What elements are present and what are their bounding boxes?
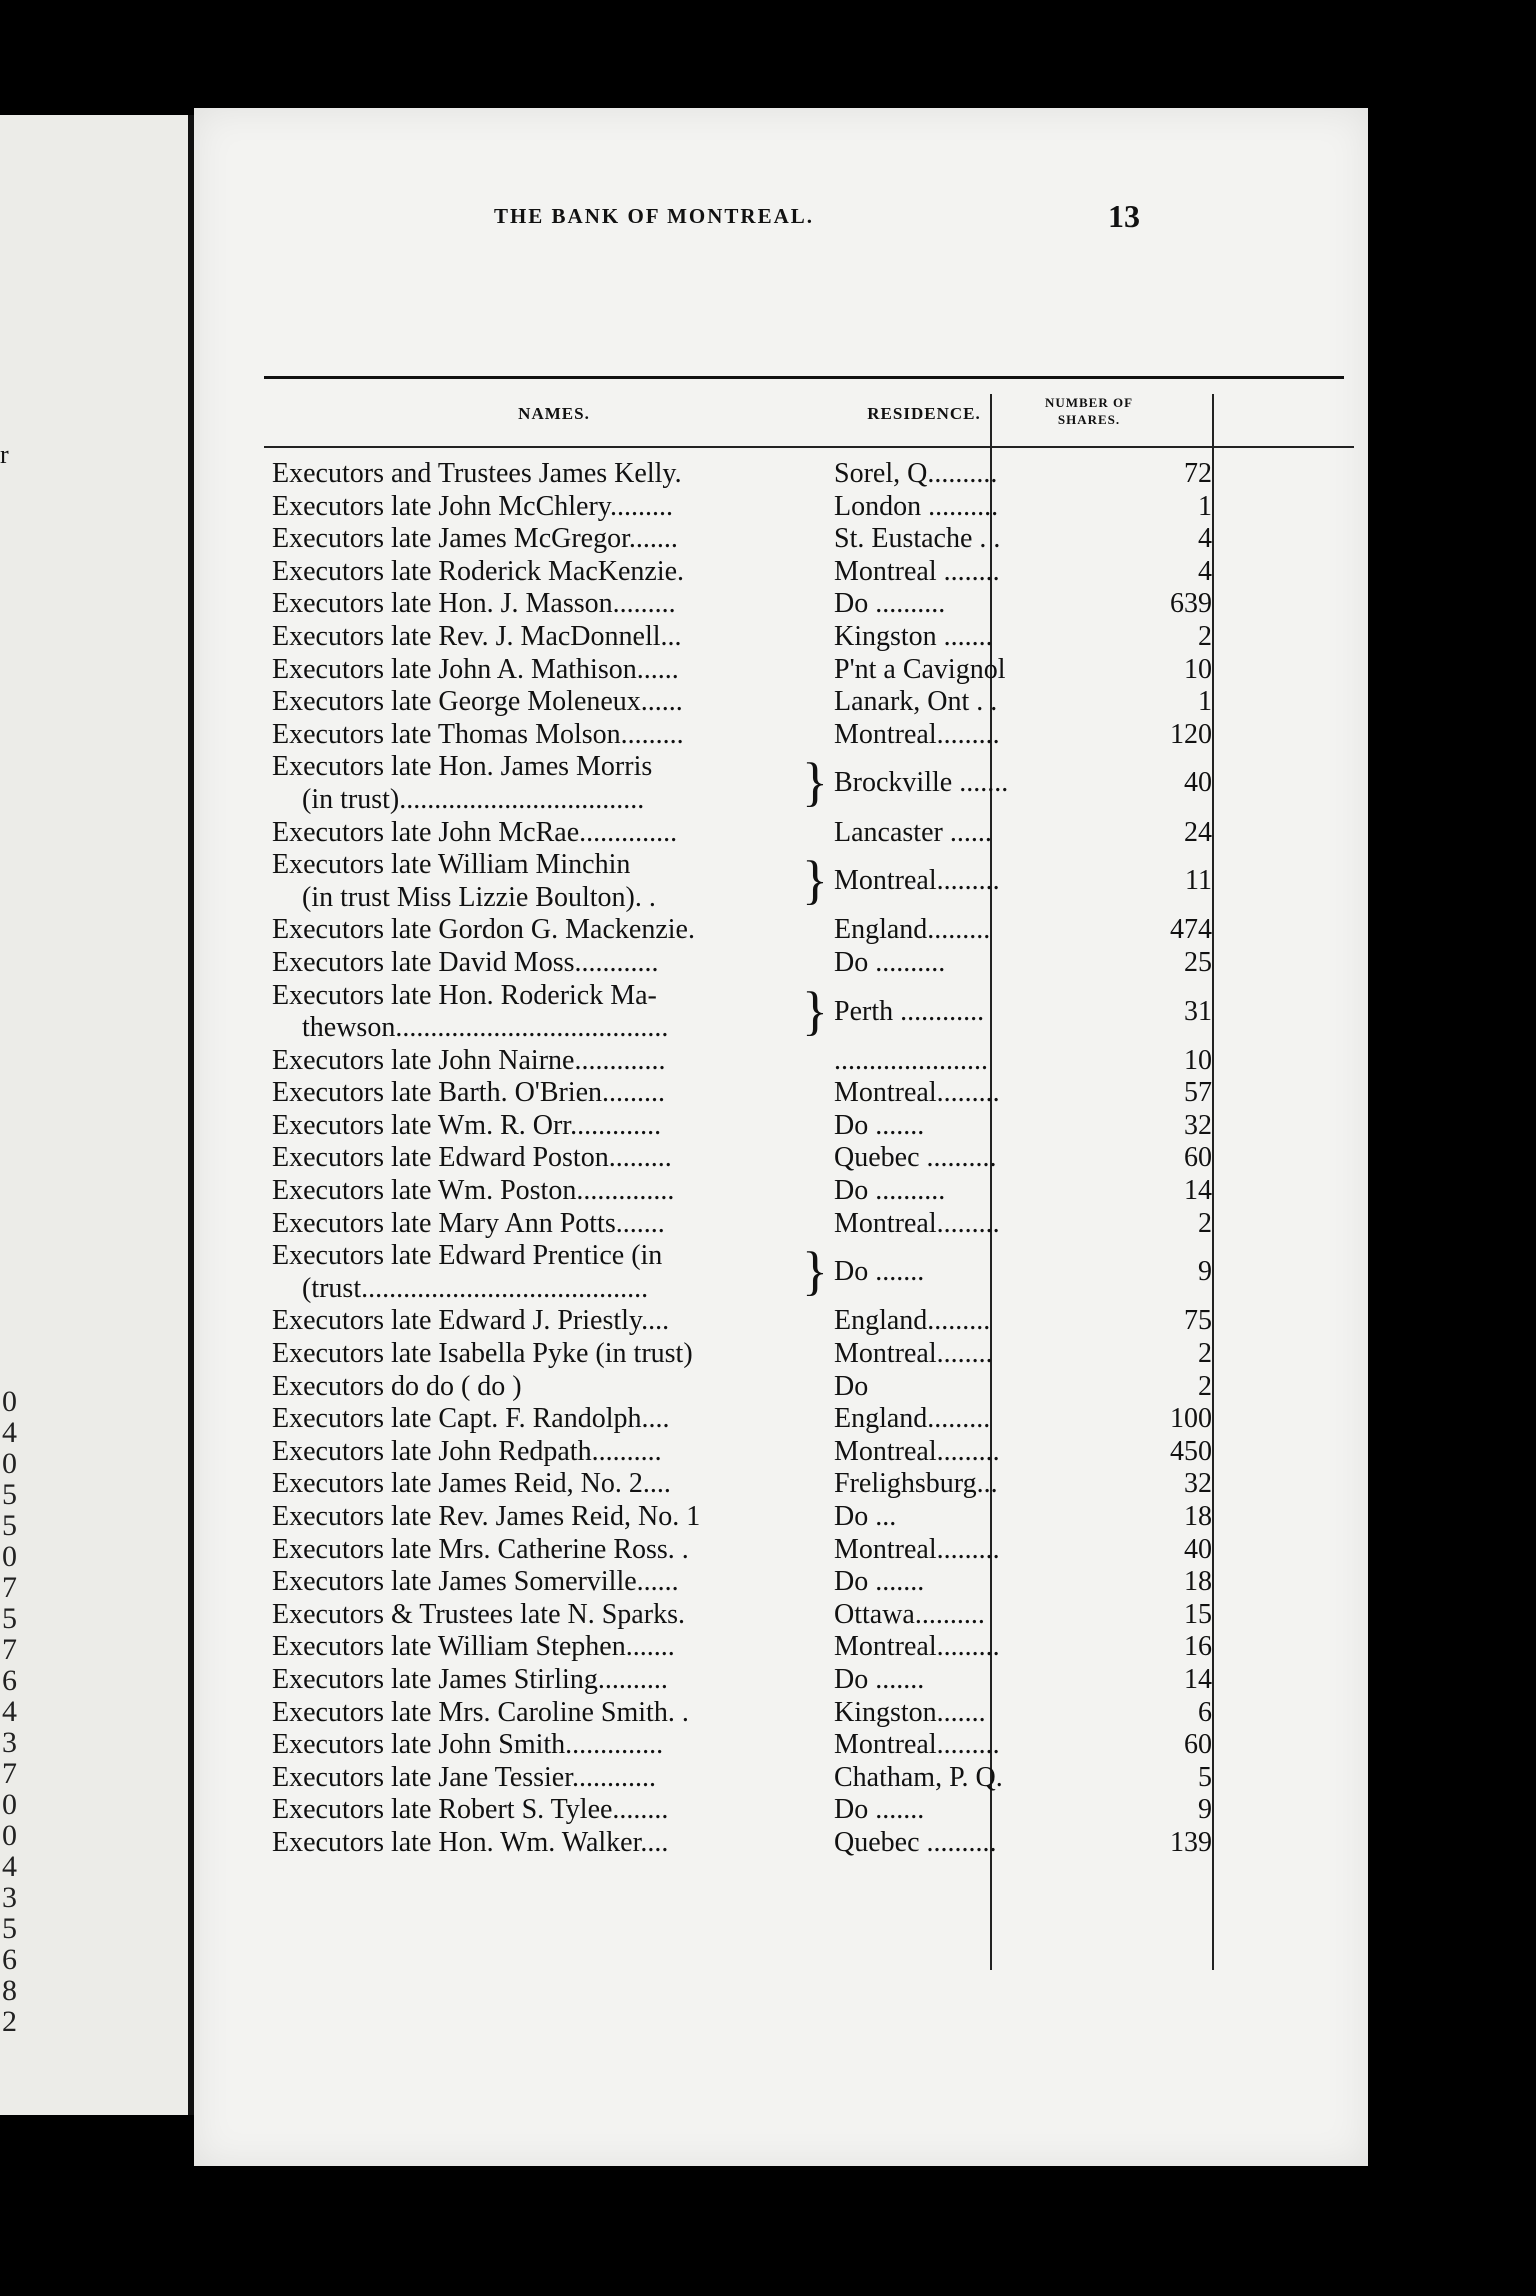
table-row [272,1142,1372,1175]
residence: England......... [834,1403,991,1435]
residence: Kingston ....... [834,620,993,652]
table-row [272,1599,1372,1632]
shareholder-name-line1: Executors late Rev. James Reid, No. 1 [272,1501,701,1532]
residence: St. Eustache . . [834,523,1001,555]
shareholder-name [272,1468,792,1501]
residence: London .......... [834,490,999,522]
previous-page-edge [0,115,192,2115]
residence: Do ....... [834,1794,925,1826]
shareholder-name-line2: (in trust Miss Lizzie Boulton). . [302,881,656,913]
shareholder-name [272,1208,792,1241]
table-row [272,654,1372,687]
residence: Montreal......... [834,1207,1000,1239]
column-header-residence: RESIDENCE. [867,404,981,423]
residence: Do [834,1370,869,1402]
shareholder-name [272,1436,792,1469]
residence: Montreal......... [834,1435,1000,1467]
shareholder-name-line1: Executors late James Reid, No. 2.... [272,1468,671,1500]
previous-page-digit: 0 [2,1540,17,1573]
number-of-shares: 100 [1170,1403,1212,1435]
table-row [272,947,1372,980]
number-of-shares: 72 [1184,458,1212,489]
shareholder-name [272,1794,792,1827]
number-of-shares: 450 [1170,1435,1212,1467]
shareholder-name-line1: Executors late John A. Mathison...... [272,653,679,685]
shareholder-name-line1: Executors late Rev. J. MacDonnell... [272,620,682,652]
table-row [272,1240,1372,1305]
shareholder-name [272,523,792,556]
shareholder-name [272,1305,792,1338]
number-of-shares: 2 [1198,1207,1212,1239]
number-of-shares: 15 [1184,1598,1212,1630]
table-row [272,1208,1372,1241]
column-header-names: NAMES. [518,404,590,423]
shareholder-name-line1: Executors late Hon. Roderick Ma- [272,979,657,1011]
brace-glyph: } [802,1241,828,1302]
number-of-shares: 25 [1184,946,1212,978]
shareholder-name [272,1142,792,1175]
number-of-shares: 14 [1184,1175,1212,1207]
number-of-shares: 18 [1184,1566,1212,1598]
table-row [272,1436,1372,1469]
number-of-shares: 16 [1184,1631,1212,1663]
shareholder-name [272,458,792,491]
residence: ...................... [834,1044,988,1076]
previous-page-digit: 0 [2,1819,17,1852]
number-of-shares: 57 [1184,1077,1212,1109]
shareholder-name [272,1697,792,1730]
previous-page-digit: 4 [2,1695,17,1728]
shareholder-name-line1: Executors late Mrs. Catherine Ross. . [272,1533,689,1565]
previous-page-digit: 5 [2,1602,17,1635]
residence: Montreal......... [834,1533,1000,1565]
shareholder-name [272,621,792,654]
previous-page-digit: 8 [2,1974,17,2007]
number-of-shares: 120 [1170,718,1212,750]
residence: Do ....... [834,1256,925,1288]
number-of-shares: 2 [1198,1338,1212,1370]
previous-page-margin-mark: r [0,440,9,469]
previous-page-digit: 7 [2,1633,17,1666]
shareholder-name [272,1664,792,1697]
shareholder-name [272,849,792,914]
table-row [272,1305,1372,1338]
shareholder-name-line1: Executors late Edward J. Priestly.... [272,1305,670,1337]
residence: Do ....... [834,1566,925,1598]
shareholder-name-line1: Executors late Wm. Poston.............. [272,1175,675,1207]
shareholder-name-line1: Executors late Edward Prentice (in [272,1240,663,1272]
residence: Montreal......... [834,718,1000,750]
number-of-shares: 5 [1198,1761,1212,1793]
shareholder-name-line1: Executors late John McChlery......... [272,490,673,522]
shareholder-name-line1: Executors late Robert S. Tylee........ [272,1794,669,1826]
shareholder-name [272,751,792,816]
shareholder-name [272,980,792,1045]
shareholder-name-line1: Executors late Thomas Molson......... [272,718,684,750]
residence: Montreal......... [834,1077,1000,1109]
number-of-shares: 24 [1184,816,1212,848]
residence: Do ....... [834,1663,925,1695]
number-of-shares: 9 [1198,1256,1212,1288]
shareholder-name-line1: Executors & Trustees late N. Sparks. [272,1598,685,1630]
number-of-shares: 40 [1184,767,1212,799]
residence: Chatham, P. Q. [834,1761,1003,1793]
shareholder-name-line1: Executors late Roderick MacKenzie. [272,555,685,587]
shareholder-name [272,1338,792,1371]
previous-page-digit: 7 [2,1757,17,1790]
table-row [272,817,1372,850]
table-area [194,108,1368,2166]
shareholder-rows [272,458,1372,1860]
residence: Montreal......... [834,1631,1000,1663]
residence: Brockville ....... [834,767,1009,799]
shareholder-name [272,1110,792,1143]
table-row [272,1794,1372,1827]
shareholder-name [272,491,792,524]
brace-glyph: } [802,850,828,911]
shareholder-name [272,1403,792,1436]
table-row [272,849,1372,914]
number-of-shares: 4 [1198,555,1212,587]
previous-page-digit: 6 [2,1664,17,1697]
page-number: 13 [1108,198,1140,234]
previous-page-digit: 0 [2,1385,17,1418]
shareholder-name-line1: Executors late Hon. Wm. Walker.... [272,1826,669,1858]
shareholder-name-line1: Executors late William Minchin [272,849,631,881]
number-of-shares: 32 [1184,1109,1212,1141]
table-row [272,914,1372,947]
table-row [272,556,1372,589]
table-row [272,1631,1372,1664]
table-row [272,1664,1372,1697]
table-row [272,719,1372,752]
table-row [272,1110,1372,1143]
shareholder-name [272,719,792,752]
table-row [272,1566,1372,1599]
shareholder-name [272,556,792,589]
shareholder-name [272,1762,792,1795]
number-of-shares: 4 [1198,523,1212,555]
table-row [272,1468,1372,1501]
previous-page-digit: 3 [2,1881,17,1914]
table-row [272,1697,1372,1730]
table-row [272,686,1372,719]
table-row [272,1827,1372,1860]
shareholder-name [272,686,792,719]
shareholder-name-line1: Executors late Wm. R. Orr............. [272,1109,662,1141]
shareholder-name-line1: Executors do do ( do ) [272,1370,522,1402]
shareholder-name-line1: Executors and Trustees James Kelly. [272,458,682,489]
shareholder-name-line1: Executors late Isabella Pyke (in trust) [272,1338,693,1370]
residence: Do ....... [834,1109,925,1141]
shareholder-name [272,654,792,687]
residence: Do ... [834,1501,897,1532]
previous-page-digit: 3 [2,1726,17,1759]
table-row [272,1762,1372,1795]
number-of-shares: 14 [1184,1663,1212,1695]
shareholder-name-line1: Executors late John Redpath.......... [272,1435,662,1467]
shareholder-name [272,1534,792,1567]
number-of-shares: 31 [1184,995,1212,1027]
residence: Perth ............ [834,995,985,1027]
shareholder-name-line1: Executors late John Smith.............. [272,1729,664,1761]
table-row [272,1403,1372,1436]
number-of-shares: 9 [1198,1794,1212,1826]
table-row [272,621,1372,654]
shareholder-name-line1: Executors late Hon. James Morris [272,751,653,783]
shareholder-name-line1: Executors late Mrs. Caroline Smith. . [272,1696,689,1728]
shareholder-name-line1: Executors late William Stephen....... [272,1631,675,1663]
shareholder-name [272,1566,792,1599]
number-of-shares: 139 [1170,1826,1212,1858]
residence: Do .......... [834,1175,946,1207]
number-of-shares: 1 [1198,686,1212,718]
shareholder-name [272,947,792,980]
table-row [272,751,1372,816]
table-row [272,1501,1372,1534]
residence: Montreal......... [834,865,1000,897]
table-row [272,523,1372,556]
previous-page-digit: 2 [2,2005,17,2038]
shareholder-name [272,1371,792,1404]
number-of-shares: 1 [1198,490,1212,522]
shareholder-name [272,1501,792,1534]
column-header-shares-line2: SHARES. [1057,412,1121,427]
residence: Lancaster ...... [834,816,992,848]
residence: Do .......... [834,946,946,978]
number-of-shares: 18 [1184,1501,1212,1532]
shareholder-name-line2: thewson....................................... [302,1012,669,1044]
shareholder-name [272,1045,792,1078]
shareholder-name-line1: Executors late Capt. F. Randolph.... [272,1403,670,1435]
shareholder-name-line1: Executors late David Moss............ [272,946,659,978]
shareholder-name [272,1240,792,1305]
residence: England......... [834,914,991,946]
previous-page-digit: 0 [2,1788,17,1821]
residence: Quebec .......... [834,1142,997,1174]
shareholder-name-line1: Executors late Barth. O'Brien......... [272,1077,666,1109]
table-row [272,1371,1372,1404]
residence: Kingston....... [834,1696,986,1728]
table-top-rule [264,376,1344,379]
table-row [272,1077,1372,1110]
table-row [272,1534,1372,1567]
previous-page-digit: 4 [2,1416,17,1449]
shareholder-name-line2: (trust......................................... [302,1272,649,1304]
residence: Montreal ........ [834,555,1000,587]
running-title: THE BANK OF MONTREAL. [493,204,815,228]
shareholder-name-line1: Executors late Mary Ann Potts....... [272,1207,665,1239]
table-row [272,980,1372,1045]
residence: England......... [834,1305,991,1337]
shareholder-name [272,1827,792,1860]
previous-page-digit: 7 [2,1571,17,1604]
shareholder-name [272,1077,792,1110]
number-of-shares: 10 [1184,1044,1212,1076]
table-header-rule [264,446,1354,448]
number-of-shares: 2 [1198,1370,1212,1402]
column-header-shares-line1: NUMBER OF [1044,395,1134,410]
shareholder-name-line2: (in trust)................................... [302,783,645,815]
shareholder-name [272,1631,792,1664]
table-row [272,1045,1372,1078]
shareholder-name [272,914,792,947]
previous-page-digit: 5 [2,1478,17,1511]
residence: Lanark, Ont . . [834,686,998,718]
shareholder-name-line1: Executors late Hon. J. Masson......... [272,588,676,620]
number-of-shares: 6 [1198,1696,1212,1728]
shareholder-name-line1: Executors late George Moleneux...... [272,686,683,718]
number-of-shares: 10 [1184,653,1212,685]
brace-glyph: } [802,980,828,1041]
previous-page-digit: 6 [2,1943,17,1976]
previous-page-digit: 5 [2,1509,17,1542]
table-row [272,491,1372,524]
shareholder-name [272,1175,792,1208]
shareholder-name-line1: Executors late James Somerville...... [272,1566,679,1598]
shareholder-name [272,1729,792,1762]
brace-glyph: } [802,752,828,813]
number-of-shares: 474 [1170,914,1212,946]
number-of-shares: 75 [1184,1305,1212,1337]
residence: Montreal......... [834,1729,1000,1761]
shareholder-name-line1: Executors late John Nairne............. [272,1044,666,1076]
previous-page-digit: 5 [2,1912,17,1945]
number-of-shares: 60 [1184,1729,1212,1761]
previous-page-digit: 4 [2,1850,17,1883]
residence: Do .......... [834,588,946,620]
table-row [272,1729,1372,1762]
number-of-shares: 40 [1184,1533,1212,1565]
table-row [272,1175,1372,1208]
shareholder-name-line1: Executors late John McRae.............. [272,816,678,848]
residence: Frelighsburg... [834,1468,998,1500]
shareholder-name-line1: Executors late Jane Tessier............ [272,1761,656,1793]
shareholder-name [272,817,792,850]
number-of-shares: 11 [1185,865,1212,897]
previous-page-digit: 0 [2,1447,17,1480]
shareholder-name-line1: Executors late Edward Poston......... [272,1142,672,1174]
column-header-shares [1024,394,1154,428]
shareholder-name [272,1599,792,1632]
residence: Sorel, Q.......... [834,458,998,489]
residence: Quebec .......... [834,1826,997,1858]
number-of-shares: 2 [1198,620,1212,652]
table-row [272,588,1372,621]
residence: Montreal........ [834,1338,993,1370]
shareholder-name-line1: Executors late James Stirling.......... [272,1663,668,1695]
shareholder-name-line1: Executors late Gordon G. Mackenzie. [272,914,695,946]
table-row [272,458,1372,491]
residence: Ottawa.......... [834,1598,985,1630]
number-of-shares: 639 [1170,588,1212,620]
shareholder-name [272,588,792,621]
number-of-shares: 60 [1184,1142,1212,1174]
number-of-shares: 32 [1184,1468,1212,1500]
residence: P'nt a Cavignol [834,653,1006,685]
table-row [272,1338,1372,1371]
shareholder-name-line1: Executors late James McGregor....... [272,523,678,555]
